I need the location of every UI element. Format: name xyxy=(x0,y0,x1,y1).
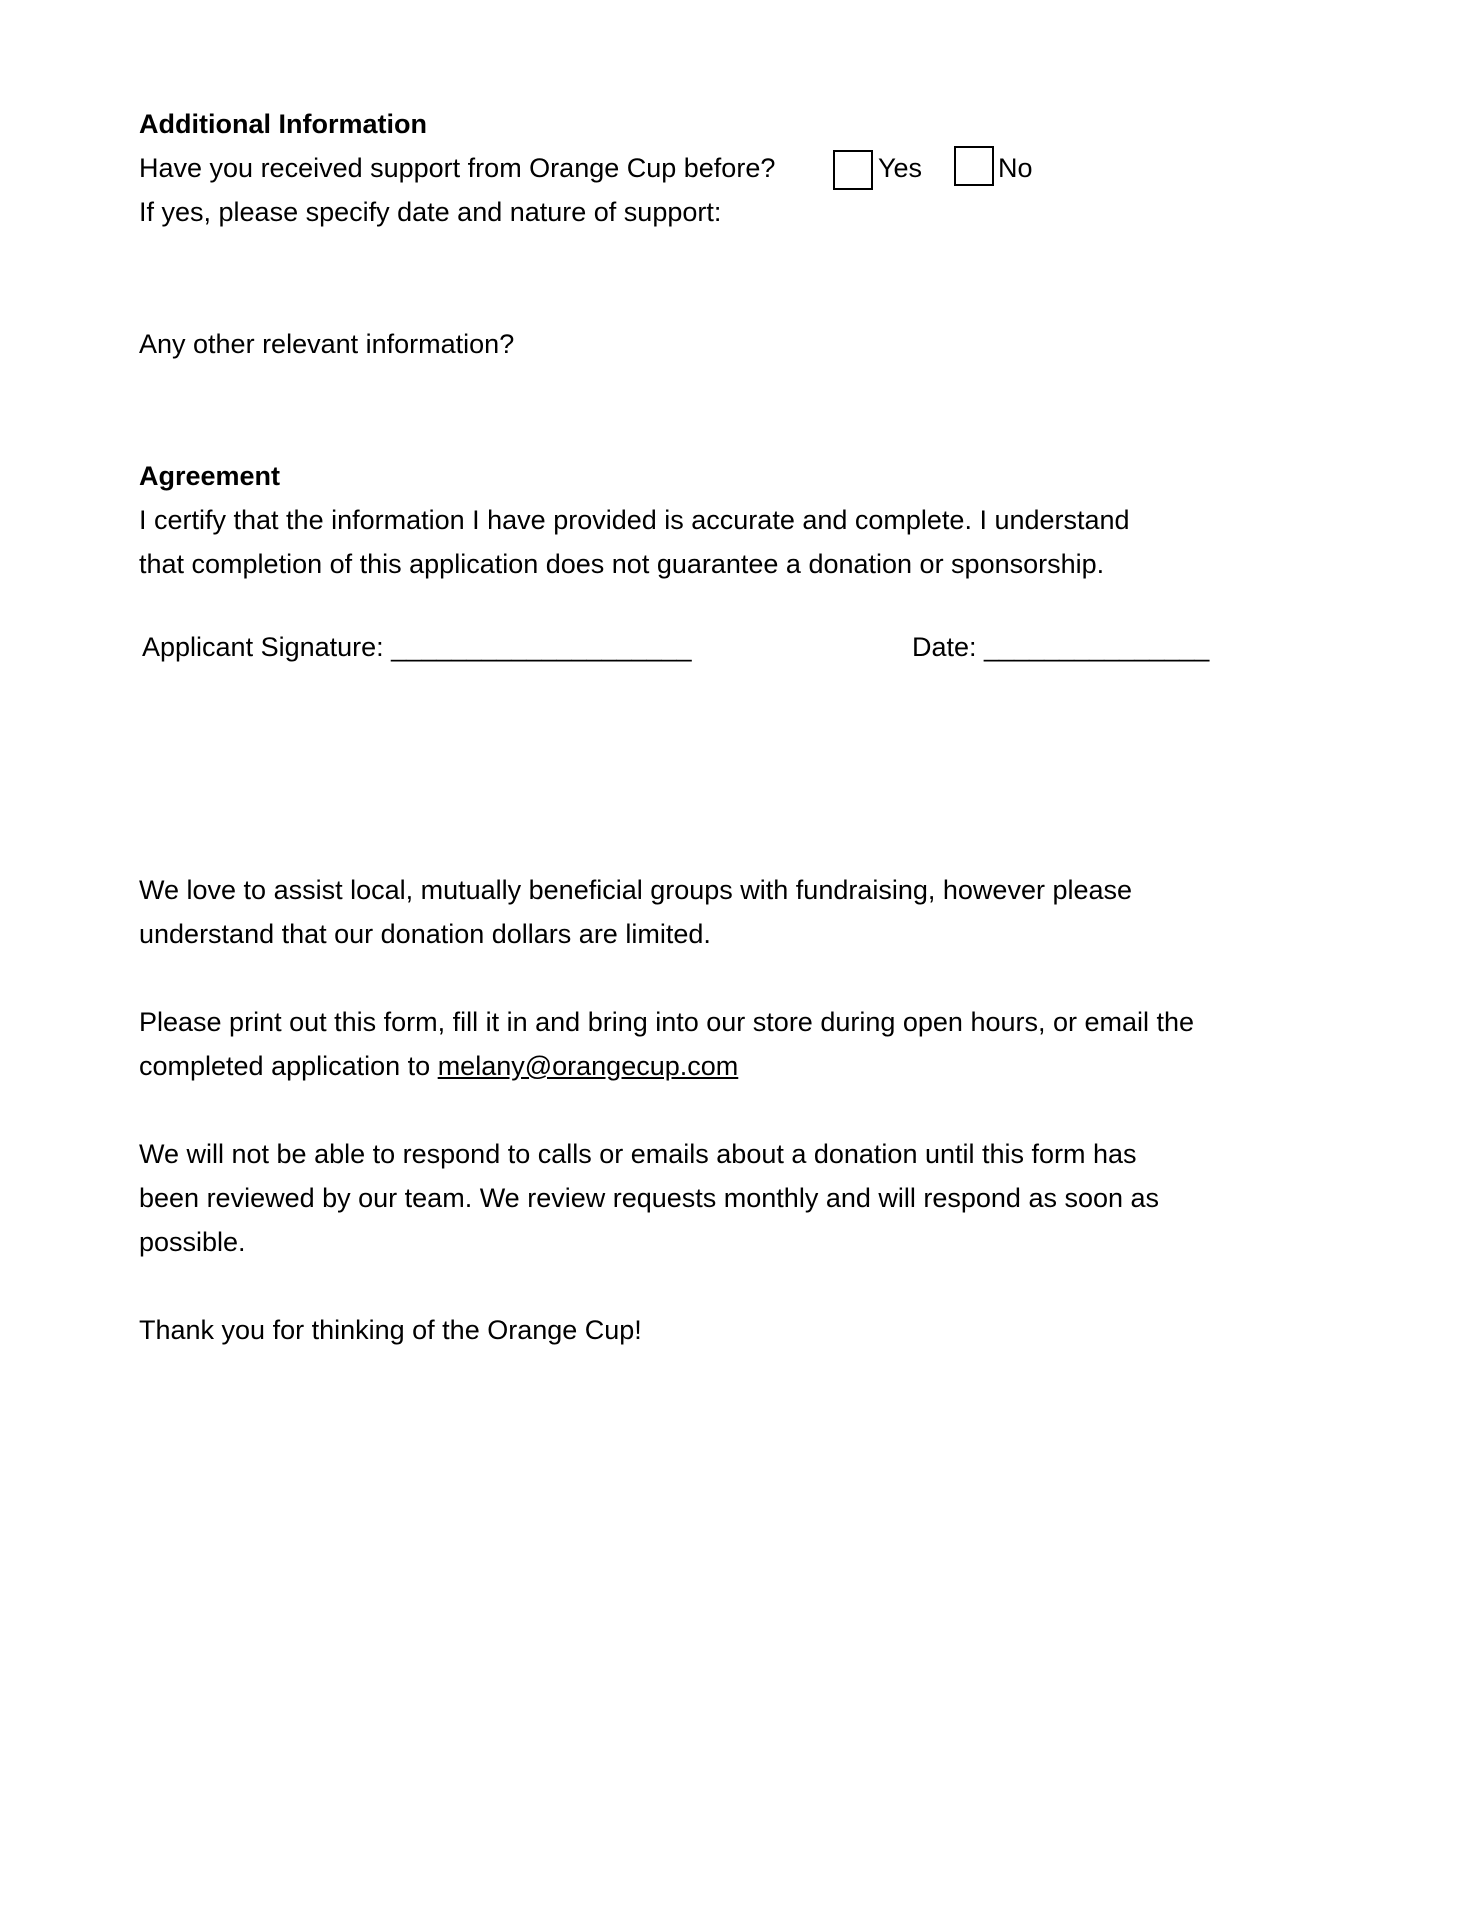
email-prefix-text: completed application to xyxy=(139,1051,438,1081)
note-paragraph-3-line-3: possible. xyxy=(139,1227,246,1257)
no-checkbox[interactable] xyxy=(954,146,994,186)
agreement-text-line-1: I certify that the information I have provided is accurate and complete. I understand xyxy=(139,505,1130,535)
note-paragraph-2-line-1: Please print out this form, fill it in and bring into our store during open hours, or email the xyxy=(139,1007,1195,1037)
note-paragraph-2-line-2 xyxy=(139,1044,738,1088)
thank-you-line: Thank you for thinking of the Orange Cup! xyxy=(139,1315,642,1345)
support-question: Have you received support from Orange Cup before? xyxy=(139,153,776,183)
if-yes-prompt: If yes, please specify date and nature of support: xyxy=(139,197,722,227)
other-info-prompt: Any other relevant information? xyxy=(139,329,515,359)
additional-info-heading: Additional Information xyxy=(139,109,427,139)
yes-checkbox[interactable] xyxy=(833,150,873,190)
applicant-signature-field[interactable]: Applicant Signature: ____________________ xyxy=(142,632,692,662)
note-paragraph-3-line-1: We will not be able to respond to calls or emails about a donation until this form has xyxy=(139,1139,1137,1169)
note-paragraph-1-line-1: We love to assist local, mutually beneficial groups with fundraising, however please xyxy=(139,875,1133,905)
agreement-text-line-2: that completion of this application does not guarantee a donation or sponsorship. xyxy=(139,549,1105,579)
no-label: No xyxy=(998,153,1033,183)
email-link[interactable]: melany@orangecup.com xyxy=(437,1051,739,1081)
date-field[interactable]: Date: _______________ xyxy=(912,632,1210,662)
note-paragraph-3-line-2: been reviewed by our team. We review requests monthly and will respond as soon as xyxy=(139,1183,1160,1213)
yes-label: Yes xyxy=(878,153,923,183)
note-paragraph-1-line-2: understand that our donation dollars are limited. xyxy=(139,919,711,949)
agreement-heading: Agreement xyxy=(139,461,281,491)
